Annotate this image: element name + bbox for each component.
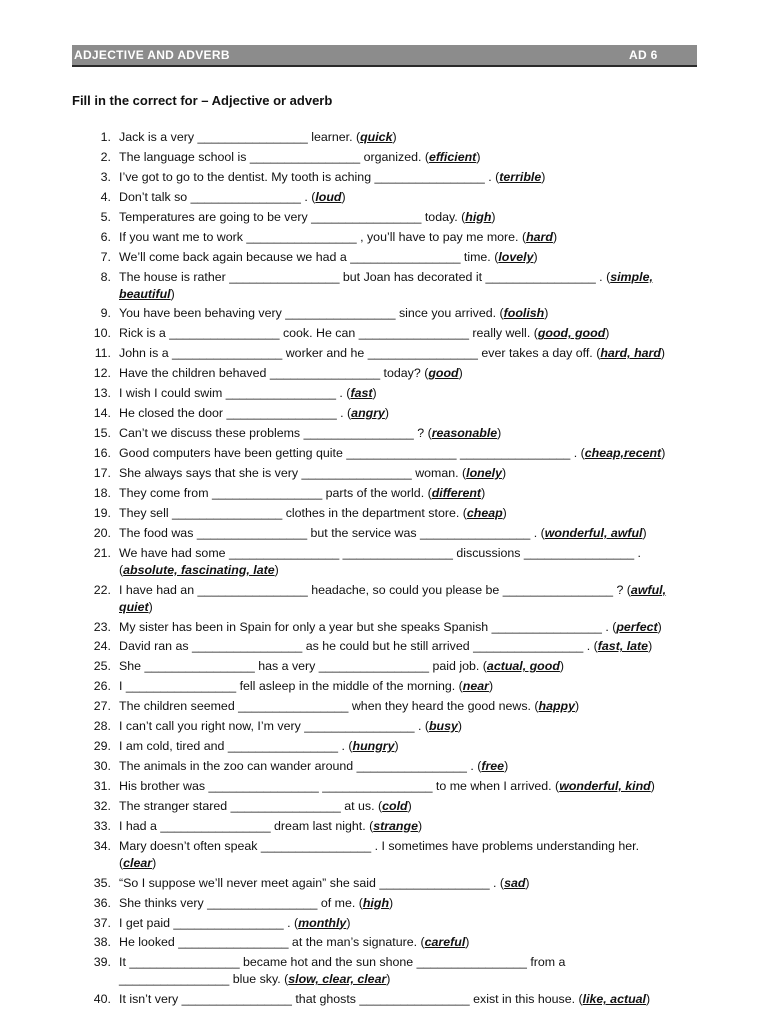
item-text — [119, 678, 493, 695]
answer-hint: cold — [382, 798, 408, 813]
answer-hint: careful — [424, 935, 466, 950]
item-number: 38. — [93, 935, 111, 950]
item-text — [119, 129, 397, 146]
answer-hint: fast, late — [597, 639, 649, 654]
sentence-text: She thinks very ________________ of me. ( — [119, 895, 363, 910]
item-text — [119, 838, 639, 855]
item-number: 32. — [93, 798, 111, 813]
item-text — [119, 991, 650, 1008]
sentence-text: ) — [525, 875, 530, 890]
sentence-text: I had a ________________ dream last night. ( — [119, 818, 374, 833]
answer-hint: cheap,recent — [584, 446, 662, 460]
sentence-text: The children seemed ________________ when they heard the good news. ( — [119, 699, 539, 714]
item-number: 30. — [93, 759, 111, 773]
answer-hint: different — [431, 485, 482, 500]
sentence-text: Mary doesn’t often speak ________________ . I sometimes have problems understanding her. — [119, 838, 640, 853]
answer-hint: beautiful — [119, 286, 171, 301]
answer-hint: good, good — [537, 326, 606, 341]
sentence-text: ________________ blue sky. ( — [119, 972, 289, 987]
sentence-text: I can’t call you right now, I’m very ________________ . ( — [119, 719, 429, 734]
sentence-text: ) — [476, 149, 481, 164]
item-number: 8. — [100, 269, 111, 284]
item-text — [119, 229, 557, 246]
item-number: 17. — [93, 465, 111, 480]
item-number: 14. — [93, 406, 111, 421]
item-text — [119, 169, 545, 186]
sentence-text: He closed the door ________________ . ( — [119, 406, 352, 421]
item-number: 4. — [100, 189, 111, 204]
item-text — [119, 545, 641, 562]
sentence-text: ) — [346, 915, 351, 930]
answer-hint: awful, — [630, 582, 667, 597]
answer-hint: absolute, fascinating, late — [123, 562, 275, 577]
sentence-text: ) — [372, 386, 377, 401]
item-number: 6. — [100, 229, 111, 244]
answer-hint: loud — [315, 189, 342, 204]
header-topic: ADJECTIVE AND ADVERB — [74, 48, 230, 62]
item-text — [119, 269, 653, 286]
item-text — [119, 698, 579, 715]
sentence-text: Have the children behaved ________________ today? ( — [119, 366, 429, 381]
item-number: 12. — [93, 366, 111, 381]
item-number: 9. — [100, 306, 111, 321]
answer-hint: sad — [504, 875, 526, 890]
item-text — [119, 209, 496, 226]
answer-hint: wonderful, kind — [559, 778, 651, 793]
item-text — [119, 425, 501, 442]
item-text — [119, 365, 463, 382]
sentence-text: You have been behaving very ________________ since you arrived. ( — [119, 306, 504, 321]
answer-hint: perfect — [616, 619, 658, 634]
answer-hint: strange — [373, 818, 418, 833]
item-text-continued — [119, 286, 175, 303]
sentence-text: ( — [119, 562, 124, 577]
item-number: 37. — [93, 915, 111, 930]
item-text — [119, 778, 655, 795]
item-number: 26. — [93, 679, 111, 694]
sentence-text: ) — [541, 169, 546, 184]
sentence-text: ) — [646, 992, 651, 1007]
answer-hint: cheap — [466, 505, 503, 520]
item-text — [119, 658, 564, 675]
sentence-text: John is a ________________ worker and he ________________ ever takes a day off. ( — [119, 346, 601, 361]
sentence-text: ) — [394, 739, 399, 753]
answer-hint: good — [428, 366, 459, 381]
item-number: 11. — [94, 346, 111, 361]
answer-hint: terrible — [499, 169, 542, 184]
item-number: 16. — [93, 446, 111, 460]
item-text — [119, 325, 609, 342]
sentence-text: I get paid ________________ . ( — [119, 915, 299, 930]
sentence-text: We’ll come back again because we had a ________________ time. ( — [119, 249, 499, 264]
sentence-text: Rick is a ________________ cook. He can ________________ really well. ( — [119, 326, 538, 341]
instructions-title: Fill in the correct for – Adjective or adverb — [72, 93, 333, 108]
sentence-text: ) — [642, 525, 647, 540]
sentence-text: ( — [119, 855, 124, 870]
answer-hint: lonely — [466, 465, 502, 480]
item-text — [119, 385, 377, 402]
sentence-text: The animals in the zoo can wander around ________________ . ( — [119, 759, 482, 773]
sentence-text: “So I suppose we’ll never meet again” she said ________________ . ( — [119, 875, 505, 890]
answer-hint: hungry — [352, 739, 395, 753]
item-text — [119, 405, 389, 422]
worksheet-header-bar — [72, 45, 697, 67]
sentence-text: ) — [661, 446, 666, 460]
sentence-text: ) — [504, 759, 509, 773]
answer-hint: simple, — [610, 269, 653, 284]
sentence-text: ) — [148, 599, 153, 614]
sentence-text: ) — [559, 659, 565, 674]
sentence-text: The stranger stared ________________ at us. ( — [119, 798, 383, 813]
item-number: 39. — [93, 955, 111, 970]
sentence-text: My sister has been in Spain for only a year but she speaks Spanish ________________ . ( — [119, 619, 617, 634]
sentence-text: I wish I could swim ________________ . ( — [119, 386, 351, 401]
answer-hint: monthly — [298, 915, 347, 930]
sentence-text: ) — [457, 719, 463, 734]
sentence-text: We have had some ________________ ________________ discussions ________________ . — [119, 545, 642, 560]
item-number: 13. — [93, 386, 111, 401]
sentence-text: He looked ________________ at the man’s signature. ( — [119, 935, 425, 950]
sentence-text: ) — [544, 306, 549, 321]
answer-hint: efficient — [429, 149, 477, 164]
item-number: 29. — [93, 739, 111, 753]
sentence-text: She ________________ has a very ________________ paid job. ( — [119, 659, 487, 674]
sentence-text: ) — [386, 972, 391, 987]
sentence-text: Good computers have been getting quite ________________ ________________ . ( — [119, 446, 585, 460]
item-text — [119, 818, 422, 835]
sentence-text: ) — [465, 935, 470, 950]
item-text — [119, 619, 662, 636]
sentence-text: ) — [648, 639, 653, 654]
item-number: 15. — [93, 426, 111, 440]
sentence-text: She always says that she is very ________________ woman. ( — [119, 465, 467, 480]
item-text — [119, 758, 508, 775]
sentence-text: ) — [274, 562, 279, 577]
answer-hint: hard — [526, 229, 553, 244]
item-number: 1. — [100, 130, 111, 144]
sentence-text: ) — [407, 798, 412, 813]
sentence-text: ) — [502, 505, 507, 520]
sentence-text: ) — [417, 818, 423, 833]
answer-hint: slow, clear, clear — [288, 972, 387, 987]
answer-hint: hard, hard — [600, 346, 661, 361]
item-number: 24. — [93, 639, 111, 654]
item-number: 22. — [93, 582, 111, 597]
sentence-text: His brother was ________________ ________________ to me when I arrived. ( — [119, 778, 560, 793]
sentence-text: Temperatures are going to be very ________________ today. ( — [119, 209, 466, 224]
item-text — [119, 638, 652, 655]
item-text — [119, 915, 350, 932]
sentence-text: I am cold, tired and ________________ . ( — [119, 739, 353, 753]
item-number: 33. — [93, 818, 111, 833]
sentence-text: Jack is a very ________________ learner. ( — [119, 130, 361, 144]
item-text — [119, 895, 393, 912]
sentence-text: Don’t talk so ________________ . ( — [119, 189, 316, 204]
answer-hint: quick — [360, 130, 393, 144]
sentence-text: They sell ________________ clothes in the department store. ( — [119, 505, 467, 520]
sentence-text: ) — [481, 485, 486, 500]
item-text — [119, 505, 507, 522]
answer-hint: happy — [538, 699, 576, 714]
answer-hint: wonderful, awful — [544, 525, 643, 540]
sentence-text: ) — [341, 189, 346, 204]
item-number: 7. — [100, 249, 111, 264]
item-text — [119, 525, 647, 542]
item-number: 35. — [93, 875, 111, 890]
item-number: 34. — [93, 838, 111, 853]
item-text — [119, 934, 469, 951]
sentence-text: ) — [575, 699, 580, 714]
answer-hint: like, actual — [582, 992, 646, 1007]
sentence-text: ) — [384, 406, 390, 421]
item-text — [119, 582, 666, 599]
sentence-text: I ________________ fell asleep in the middle of the morning. ( — [119, 679, 463, 694]
item-number: 19. — [93, 505, 111, 520]
answer-hint: reasonable — [431, 426, 498, 440]
answer-hint: clear — [123, 855, 153, 870]
item-number: 25. — [93, 659, 111, 674]
item-text — [119, 798, 412, 815]
item-number: 5. — [100, 209, 111, 224]
item-text — [119, 249, 538, 266]
item-number: 21. — [93, 545, 111, 560]
answer-hint: busy — [428, 719, 458, 734]
sentence-text: ) — [488, 679, 494, 694]
item-text — [119, 485, 485, 502]
sentence-text: It isn’t very ________________ that ghosts ________________ exist in this house. ( — [119, 992, 583, 1007]
sentence-text: ) — [497, 426, 502, 440]
sentence-text: If you want me to work ________________ , you’ll have to pay me more. ( — [119, 229, 527, 244]
sentence-text: ) — [660, 346, 666, 361]
sentence-text: Can’t we discuss these problems ________________ ? ( — [119, 426, 432, 440]
item-text — [119, 718, 462, 735]
sentence-text: The house is rather ________________ but Joan has decorated it ________________ . ( — [119, 269, 611, 284]
sentence-text: I have had an ________________ headache, so could you please be ________________ ? ( — [119, 582, 631, 597]
answer-hint: high — [362, 895, 390, 910]
item-text — [119, 738, 399, 755]
answer-hint: near — [462, 679, 489, 694]
item-text-continued — [119, 971, 390, 988]
item-text — [119, 189, 346, 206]
sentence-text: David ran as ________________ as he could but he still arrived ________________ . ( — [119, 639, 598, 654]
answer-hint: free — [481, 759, 505, 773]
sentence-text: They come from ________________ parts of the world. ( — [119, 485, 432, 500]
sentence-text: ) — [657, 619, 662, 634]
sentence-text: It ________________ became hot and the sun shone ________________ from a — [119, 955, 566, 970]
item-number: 31. — [93, 778, 111, 793]
item-number: 20. — [93, 525, 111, 540]
item-text — [119, 875, 530, 892]
sentence-text: I’ve got to go to the dentist. My tooth is aching ________________ . ( — [119, 169, 500, 184]
sentence-text: ) — [552, 229, 558, 244]
answer-hint: actual, good — [486, 659, 560, 674]
sentence-text: The language school is ________________ organized. ( — [119, 149, 430, 164]
item-text-continued — [119, 855, 156, 872]
item-number: 36. — [93, 895, 111, 910]
answer-hint: lovely — [498, 249, 534, 264]
sentence-text: ) — [392, 130, 397, 144]
sentence-text: ) — [501, 465, 507, 480]
sentence-text: ) — [389, 895, 394, 910]
sentence-text: ) — [152, 855, 157, 870]
item-number: 28. — [93, 719, 111, 734]
sentence-text: ) — [533, 249, 538, 264]
item-text — [119, 465, 506, 482]
sentence-text: ) — [491, 209, 496, 224]
item-number: 2. — [100, 149, 111, 164]
answer-hint: high — [465, 209, 492, 224]
sentence-text: ) — [650, 778, 655, 793]
item-number: 10. — [93, 326, 111, 341]
sentence-text: ) — [605, 326, 610, 341]
header-code: AD 6 — [629, 48, 658, 62]
item-text — [119, 345, 665, 362]
item-text — [119, 445, 665, 462]
item-text-continued — [119, 562, 279, 579]
item-number: 40. — [93, 992, 111, 1007]
item-number: 23. — [93, 619, 111, 634]
answer-hint: fast — [350, 386, 373, 401]
answer-hint: angry — [351, 406, 385, 421]
sentence-text: ) — [170, 286, 175, 301]
sentence-text: ) — [458, 366, 463, 381]
item-number: 3. — [100, 169, 111, 184]
item-text-continued — [119, 599, 153, 616]
item-number: 27. — [93, 699, 111, 714]
answer-hint: foolish — [503, 306, 545, 321]
item-text — [119, 149, 480, 166]
item-text — [119, 954, 565, 971]
sentence-text: The food was ________________ but the service was ________________ . ( — [119, 525, 545, 540]
answer-hint: quiet — [119, 599, 149, 614]
item-text — [119, 305, 548, 322]
item-number: 18. — [93, 485, 111, 500]
